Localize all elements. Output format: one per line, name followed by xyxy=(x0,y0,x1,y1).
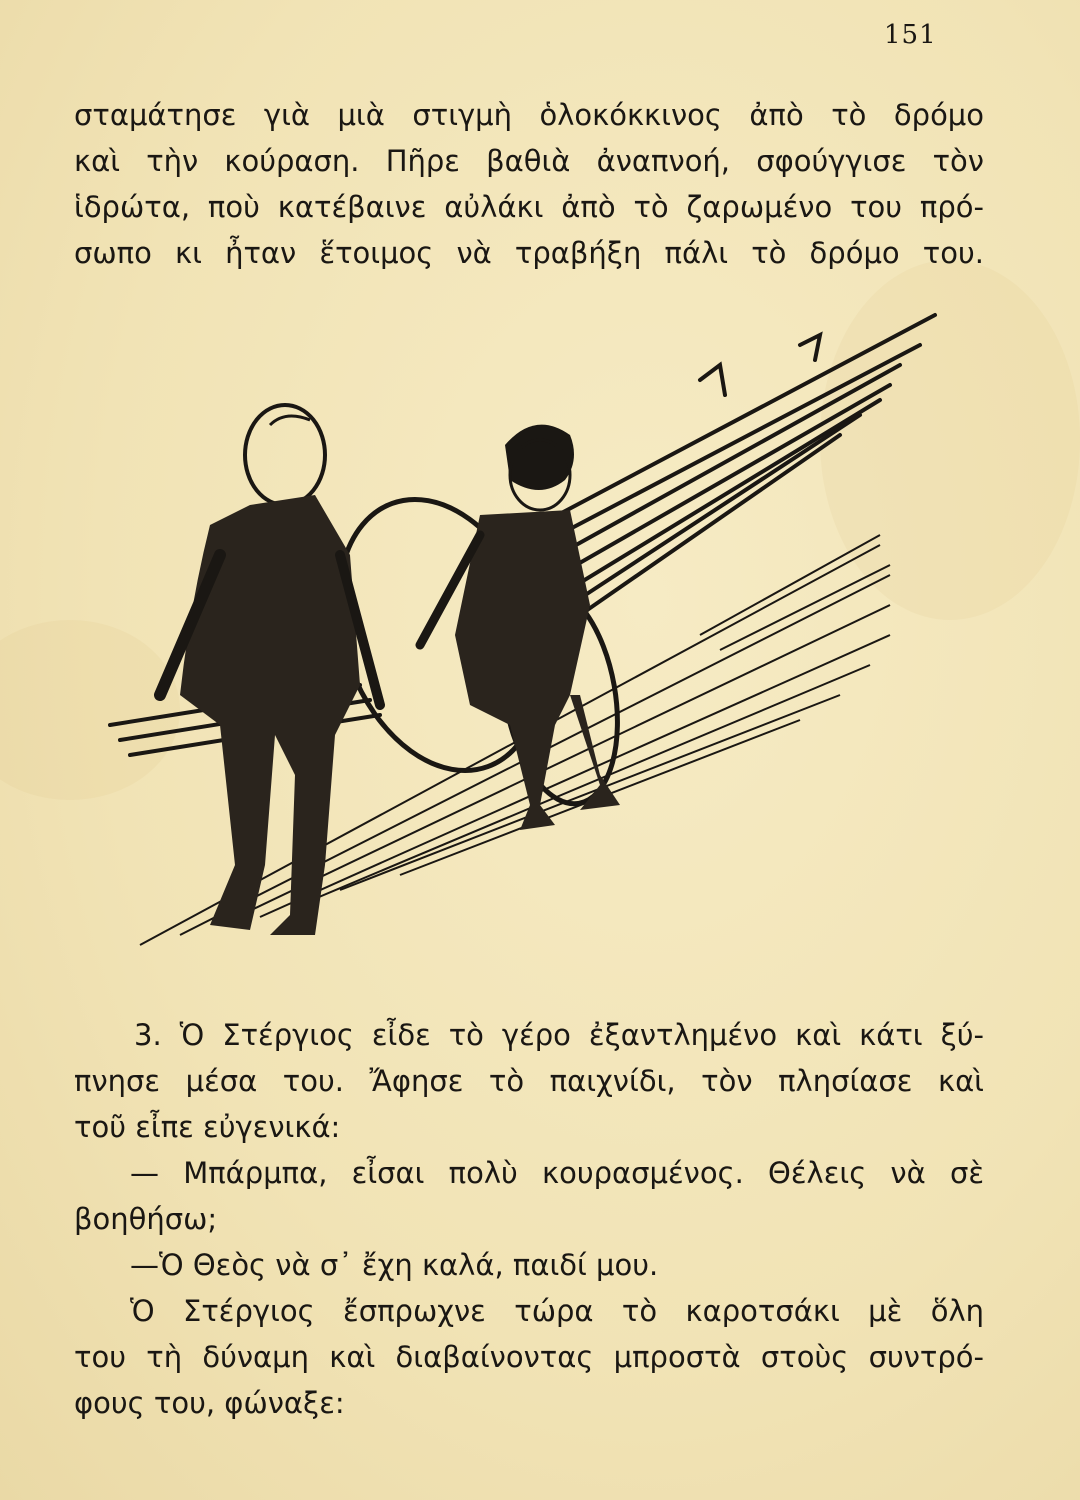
text-line: ἱδρώτα, ποὺ κατέβαινε αὐλάκι ἀπὸ τὸ ζαρωμένο του πρό- xyxy=(74,190,984,224)
text-line: τοῦ εἶπε εὐγενικά: xyxy=(74,1110,341,1144)
text-line: 3. Ὁ Στέργιος εἶδε τὸ γέρο ἐξαντλημένο καὶ κάτι ξύ- xyxy=(134,1018,984,1052)
text-line: καὶ τὴν κούραση. Πῆρε βαθιὰ ἀναπνοή, σφούγγισε τὸν xyxy=(74,144,984,178)
text-line: σωπο κι ἦταν ἕτοιμος νὰ τραβήξη πάλι τὸ δρόμο του. xyxy=(74,236,984,270)
text-line: —Ὁ Θεὸς νὰ σ᾽ ἔχη καλά, παιδί μου. xyxy=(130,1248,659,1282)
bottom-text xyxy=(74,1012,984,1426)
page-number: 151 xyxy=(884,20,937,50)
text-line: Ὁ Στέργιος ἔσπρωχνε τώρα τὸ καροτσάκι μὲ ὅλη xyxy=(130,1294,984,1328)
text-line: — Μπάρμπα, εἶσαι πολὺ κουρασμένος. Θέλεις νὰ σὲ xyxy=(130,1156,984,1190)
old-man-figure xyxy=(160,405,380,935)
top-paragraph xyxy=(74,92,984,276)
text-line: βοηθήσω; xyxy=(74,1202,218,1236)
text-line: φους του, φώναξε: xyxy=(74,1386,345,1420)
text-line: σταμάτησε γιὰ μιὰ στιγμὴ ὁλοκόκκινος ἀπὸ τὸ δρόμο xyxy=(74,98,984,132)
text-line: πνησε μέσα του. Ἄφησε τὸ παιχνίδι, τὸν πλησίασε καὶ xyxy=(74,1064,984,1098)
illustration-old-man-and-boy-with-cart xyxy=(100,305,950,965)
text-line: του τὴ δύναμη καὶ διαβαίνοντας μπροστὰ στοὺς συντρό- xyxy=(74,1340,984,1374)
